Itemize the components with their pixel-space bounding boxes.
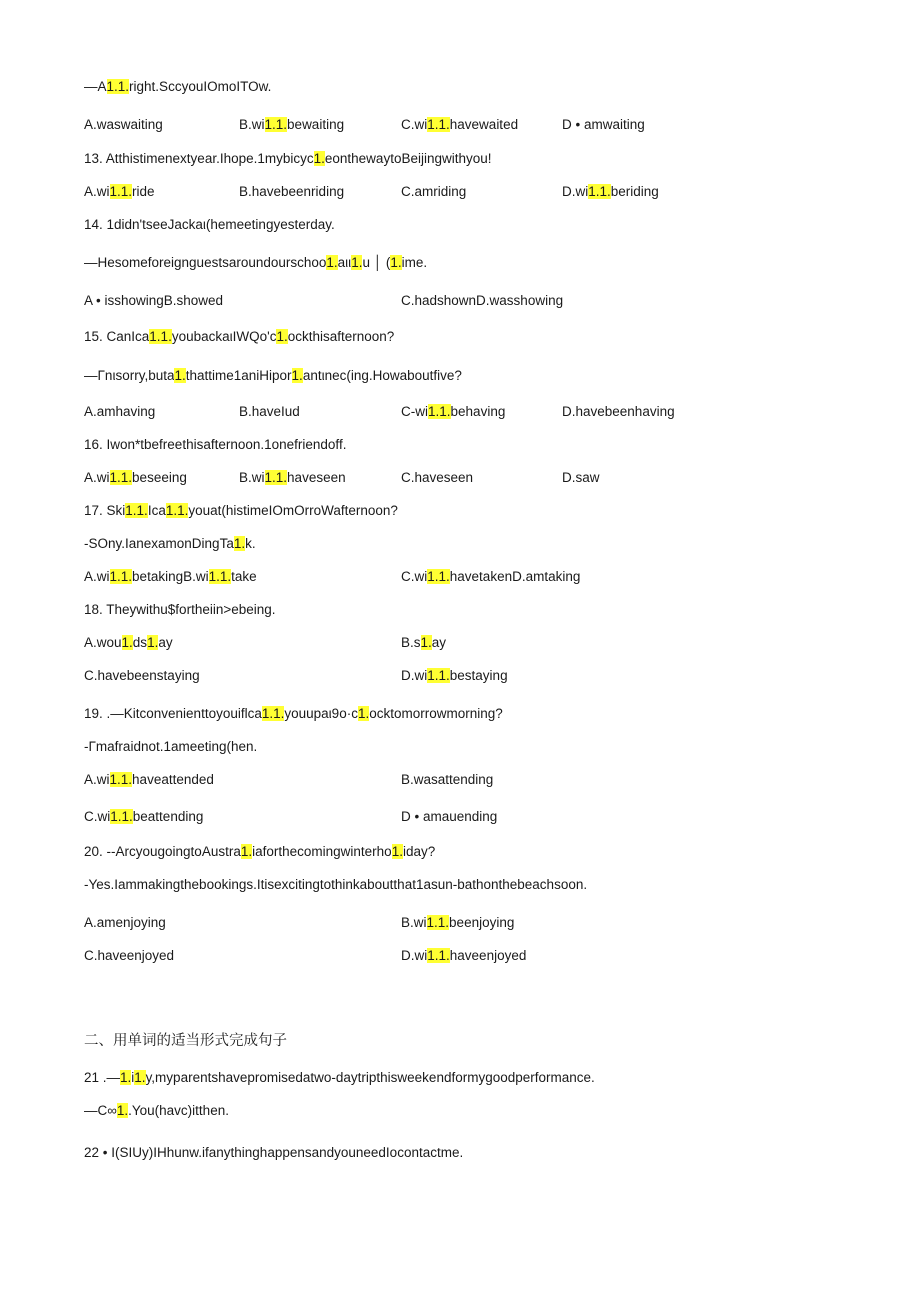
answer-option bbox=[239, 183, 344, 201]
highlighted-fragment: 1.1. bbox=[110, 809, 133, 824]
question-line bbox=[84, 1144, 463, 1162]
question-line bbox=[84, 254, 427, 272]
question-line bbox=[84, 436, 346, 454]
text-fragment: iaforthecomingwinterho bbox=[252, 844, 392, 859]
highlighted-fragment: 1. bbox=[276, 329, 288, 344]
question-line bbox=[84, 1102, 229, 1120]
text-fragment: -Γmafraidnot.1ameeting(hen. bbox=[84, 739, 258, 754]
text-fragment: 16. Iwon*tbefreethisafternoon.1onefriendoff. bbox=[84, 437, 347, 452]
answer-option bbox=[401, 403, 505, 421]
text-fragment: beattending bbox=[132, 809, 204, 824]
highlighted-fragment: 1. bbox=[291, 368, 303, 383]
answer-option bbox=[84, 183, 155, 201]
question-line bbox=[84, 78, 271, 96]
highlighted-fragment: 1. bbox=[134, 1070, 146, 1085]
text-fragment: aιι bbox=[337, 255, 352, 270]
highlighted-fragment: 1. bbox=[420, 635, 432, 650]
text-fragment: A.wi bbox=[84, 772, 110, 787]
question-line bbox=[84, 738, 257, 756]
text-fragment: thattime1aniHipor bbox=[185, 368, 292, 383]
text-fragment: ay bbox=[158, 635, 173, 650]
answer-option bbox=[401, 808, 497, 826]
highlighted-fragment: 1.1. bbox=[428, 404, 451, 419]
text-fragment: A.waswaiting bbox=[84, 117, 163, 132]
answer-option bbox=[84, 292, 223, 310]
text-fragment: C.haveenjoyed bbox=[84, 948, 175, 963]
text-fragment: 14. 1didn'tseeJackaι(hemeetingyesterday. bbox=[84, 217, 335, 232]
text-fragment: haveattended bbox=[132, 772, 214, 787]
text-fragment: ime. bbox=[401, 255, 428, 270]
highlighted-fragment: 1.1. bbox=[588, 184, 611, 199]
question-line bbox=[84, 601, 276, 619]
question-line bbox=[84, 150, 492, 168]
question-line bbox=[84, 705, 503, 723]
text-fragment: beseeing bbox=[132, 470, 187, 485]
answer-option bbox=[401, 634, 446, 652]
text-fragment: right.ScсyouIOmoITOw. bbox=[129, 79, 272, 94]
highlighted-fragment: 1.1. bbox=[208, 569, 232, 584]
answer-option bbox=[401, 947, 526, 965]
highlighted-fragment: 1. bbox=[390, 255, 402, 270]
highlighted-fragment: 1. bbox=[351, 255, 363, 270]
text-fragment: bestaying bbox=[449, 668, 508, 683]
text-fragment: A.wou bbox=[84, 635, 122, 650]
answer-option bbox=[239, 403, 300, 421]
text-fragment: havewaited bbox=[449, 117, 519, 132]
answer-option bbox=[401, 116, 518, 134]
text-fragment: y,myparentshavepromisedatwo-daytripthisweekendformygoodperformance. bbox=[145, 1070, 595, 1085]
question-line bbox=[84, 216, 335, 234]
text-fragment: betakingB.wi bbox=[132, 569, 209, 584]
highlighted-fragment: 1.1. bbox=[125, 503, 148, 518]
highlighted-fragment: 1. bbox=[326, 255, 338, 270]
question-line bbox=[84, 328, 394, 346]
text-fragment: C.amriding bbox=[401, 184, 467, 199]
text-fragment: —A bbox=[84, 79, 107, 94]
highlighted-fragment: 1.1. bbox=[109, 772, 133, 787]
text-fragment: haveenjoyed bbox=[449, 948, 527, 963]
text-fragment: A • isshowingB.showed bbox=[84, 293, 224, 308]
text-fragment: D.wi bbox=[562, 184, 589, 199]
text-fragment: ride bbox=[132, 184, 155, 199]
text-fragment: youat(histimeIOmOrroWafternoon? bbox=[188, 503, 398, 518]
question-line bbox=[84, 502, 398, 520]
highlighted-fragment: 1. bbox=[391, 844, 403, 859]
answer-option bbox=[401, 183, 466, 201]
text-fragment: -SOny.IanexamonDingTa bbox=[84, 536, 234, 551]
text-fragment: youbackaιIWQo'c bbox=[171, 329, 277, 344]
answer-option bbox=[84, 771, 214, 789]
text-fragment: ocktomorrowmorning? bbox=[369, 706, 503, 721]
text-fragment: C.wi bbox=[401, 117, 428, 132]
text-fragment: C.hadshownD.wasshowing bbox=[401, 293, 564, 308]
text-fragment: B.wi bbox=[239, 470, 265, 485]
text-fragment: u │ ( bbox=[362, 255, 391, 270]
highlighted-fragment: 1.1. bbox=[264, 470, 288, 485]
answer-option bbox=[239, 116, 344, 134]
text-fragment: B.havebeenriding bbox=[239, 184, 345, 199]
highlighted-fragment: 1.1. bbox=[261, 706, 285, 721]
text-fragment: A.amhaving bbox=[84, 404, 156, 419]
text-fragment: Ica bbox=[147, 503, 166, 518]
text-fragment: ay bbox=[431, 635, 447, 650]
answer-option bbox=[401, 469, 473, 487]
text-fragment: 13. Atthistimenextyear.Ihope.1mybicyc bbox=[84, 151, 314, 166]
highlighted-fragment: 1. bbox=[174, 368, 186, 383]
answer-option bbox=[84, 808, 203, 826]
text-fragment: 18. Theywithu$fortheiin>ebeing. bbox=[84, 602, 276, 617]
answer-option bbox=[401, 914, 514, 932]
answer-option bbox=[84, 667, 200, 685]
highlighted-fragment: 1.1. bbox=[427, 569, 450, 584]
text-fragment: havetakenD.amtaking bbox=[449, 569, 581, 584]
answer-option bbox=[84, 403, 155, 421]
question-line bbox=[84, 1069, 595, 1087]
text-fragment: beriding bbox=[610, 184, 659, 199]
text-fragment: —Hesomeforeignguestsaroundourschoo bbox=[84, 255, 327, 270]
text-fragment: 19. .—Kitconvenienttoyouiflca bbox=[84, 706, 262, 721]
text-fragment: A.wi bbox=[84, 470, 110, 485]
text-fragment: B.s bbox=[401, 635, 421, 650]
answer-option bbox=[562, 183, 659, 201]
question-line bbox=[84, 843, 435, 861]
text-fragment: A.amenjoying bbox=[84, 915, 166, 930]
answer-option bbox=[401, 771, 493, 789]
text-fragment: 21 .— bbox=[84, 1070, 121, 1085]
highlighted-fragment: 1.1. bbox=[109, 184, 133, 199]
answer-option bbox=[562, 469, 600, 487]
highlighted-fragment: 1.1. bbox=[106, 79, 130, 94]
text-fragment: D.havebeenhaving bbox=[562, 404, 675, 419]
text-fragment: take bbox=[231, 569, 257, 584]
highlighted-fragment: 1.1. bbox=[149, 329, 172, 344]
highlighted-fragment: 1. bbox=[120, 1070, 132, 1085]
answer-option bbox=[84, 634, 173, 652]
text-fragment: 22 • I(SIUy)IHhunw.ifanythinghappensandyouneedIocontactme. bbox=[84, 1145, 464, 1160]
highlighted-fragment: 1. bbox=[357, 706, 370, 721]
text-fragment: C.havebeenstaying bbox=[84, 668, 200, 683]
text-fragment: iday? bbox=[402, 844, 436, 859]
question-line bbox=[84, 876, 587, 894]
text-fragment: D.wi bbox=[401, 668, 428, 683]
answer-option bbox=[562, 116, 645, 134]
text-fragment: D.wi bbox=[401, 948, 428, 963]
text-fragment: C.wi bbox=[84, 809, 111, 824]
answer-option bbox=[239, 469, 346, 487]
text-fragment: beenjoying bbox=[449, 915, 515, 930]
answer-option bbox=[84, 469, 187, 487]
text-fragment: D • amwaiting bbox=[562, 117, 645, 132]
answer-option bbox=[84, 947, 174, 965]
question-line bbox=[84, 535, 256, 553]
text-fragment: k. bbox=[245, 536, 256, 551]
highlighted-fragment: 1. bbox=[240, 844, 253, 859]
answer-option bbox=[401, 667, 508, 685]
highlighted-fragment: 1. bbox=[121, 635, 133, 650]
text-fragment: haveseen bbox=[287, 470, 346, 485]
text-fragment: B.wasattending bbox=[401, 772, 494, 787]
text-fragment: ds bbox=[132, 635, 148, 650]
section-heading bbox=[84, 1032, 287, 1050]
text-fragment: C.haveseen bbox=[401, 470, 474, 485]
highlighted-fragment: 1.1. bbox=[264, 117, 288, 132]
text-fragment: i bbox=[131, 1070, 135, 1085]
text-fragment: C-wi bbox=[401, 404, 428, 419]
text-fragment: —C∞ bbox=[84, 1103, 117, 1118]
text-fragment: A.wi bbox=[84, 569, 110, 584]
highlighted-fragment: 1.1. bbox=[427, 948, 450, 963]
highlighted-fragment: 1. bbox=[313, 151, 325, 166]
text-fragment: D • amauending bbox=[401, 809, 498, 824]
text-fragment: behaving bbox=[450, 404, 506, 419]
answer-option bbox=[401, 568, 580, 586]
text-fragment: ockthisafternoon? bbox=[287, 329, 395, 344]
text-fragment: youupaι9o·c bbox=[284, 706, 358, 721]
highlighted-fragment: 1.1. bbox=[165, 503, 189, 518]
text-fragment: 17. Ski bbox=[84, 503, 126, 518]
text-fragment: 15. CanIca bbox=[84, 329, 150, 344]
text-fragment: B.haveIud bbox=[239, 404, 300, 419]
text-fragment: bewaiting bbox=[287, 117, 345, 132]
text-fragment: -Yes.Iammakingthebookings.Itisexcitingtothinkaboutthat1asun-bathonthebeachsoon. bbox=[84, 877, 588, 892]
highlighted-fragment: 1.1. bbox=[426, 915, 450, 930]
highlighted-fragment: 1.1. bbox=[427, 117, 450, 132]
text-fragment: —Γnιsorry,buta bbox=[84, 368, 175, 383]
text-fragment: antιnec(ing.Howaboutfive? bbox=[302, 368, 462, 383]
text-fragment: 二、用单词的适当形式完成句子 bbox=[84, 1033, 287, 1049]
text-fragment: B.wi bbox=[401, 915, 427, 930]
highlighted-fragment: 1. bbox=[233, 536, 246, 551]
text-fragment: A.wi bbox=[84, 184, 110, 199]
text-fragment: D.saw bbox=[562, 470, 600, 485]
answer-option bbox=[401, 292, 563, 310]
highlighted-fragment: 1. bbox=[116, 1103, 129, 1118]
highlighted-fragment: 1.1. bbox=[427, 668, 450, 683]
text-fragment: .You(havc)itthen. bbox=[128, 1103, 229, 1118]
text-fragment: eonthewaytoBeijingwithyou! bbox=[324, 151, 492, 166]
highlighted-fragment: 1.1. bbox=[109, 569, 133, 584]
question-line bbox=[84, 367, 462, 385]
answer-option bbox=[84, 116, 163, 134]
text-fragment: 20. --ArcyougoingtoAustra bbox=[84, 844, 241, 859]
highlighted-fragment: 1. bbox=[147, 635, 159, 650]
highlighted-fragment: 1.1. bbox=[109, 470, 133, 485]
text-fragment: B.wi bbox=[239, 117, 265, 132]
text-fragment: C.wi bbox=[401, 569, 428, 584]
answer-option bbox=[84, 568, 257, 586]
answer-option bbox=[84, 914, 166, 932]
answer-option bbox=[562, 403, 675, 421]
